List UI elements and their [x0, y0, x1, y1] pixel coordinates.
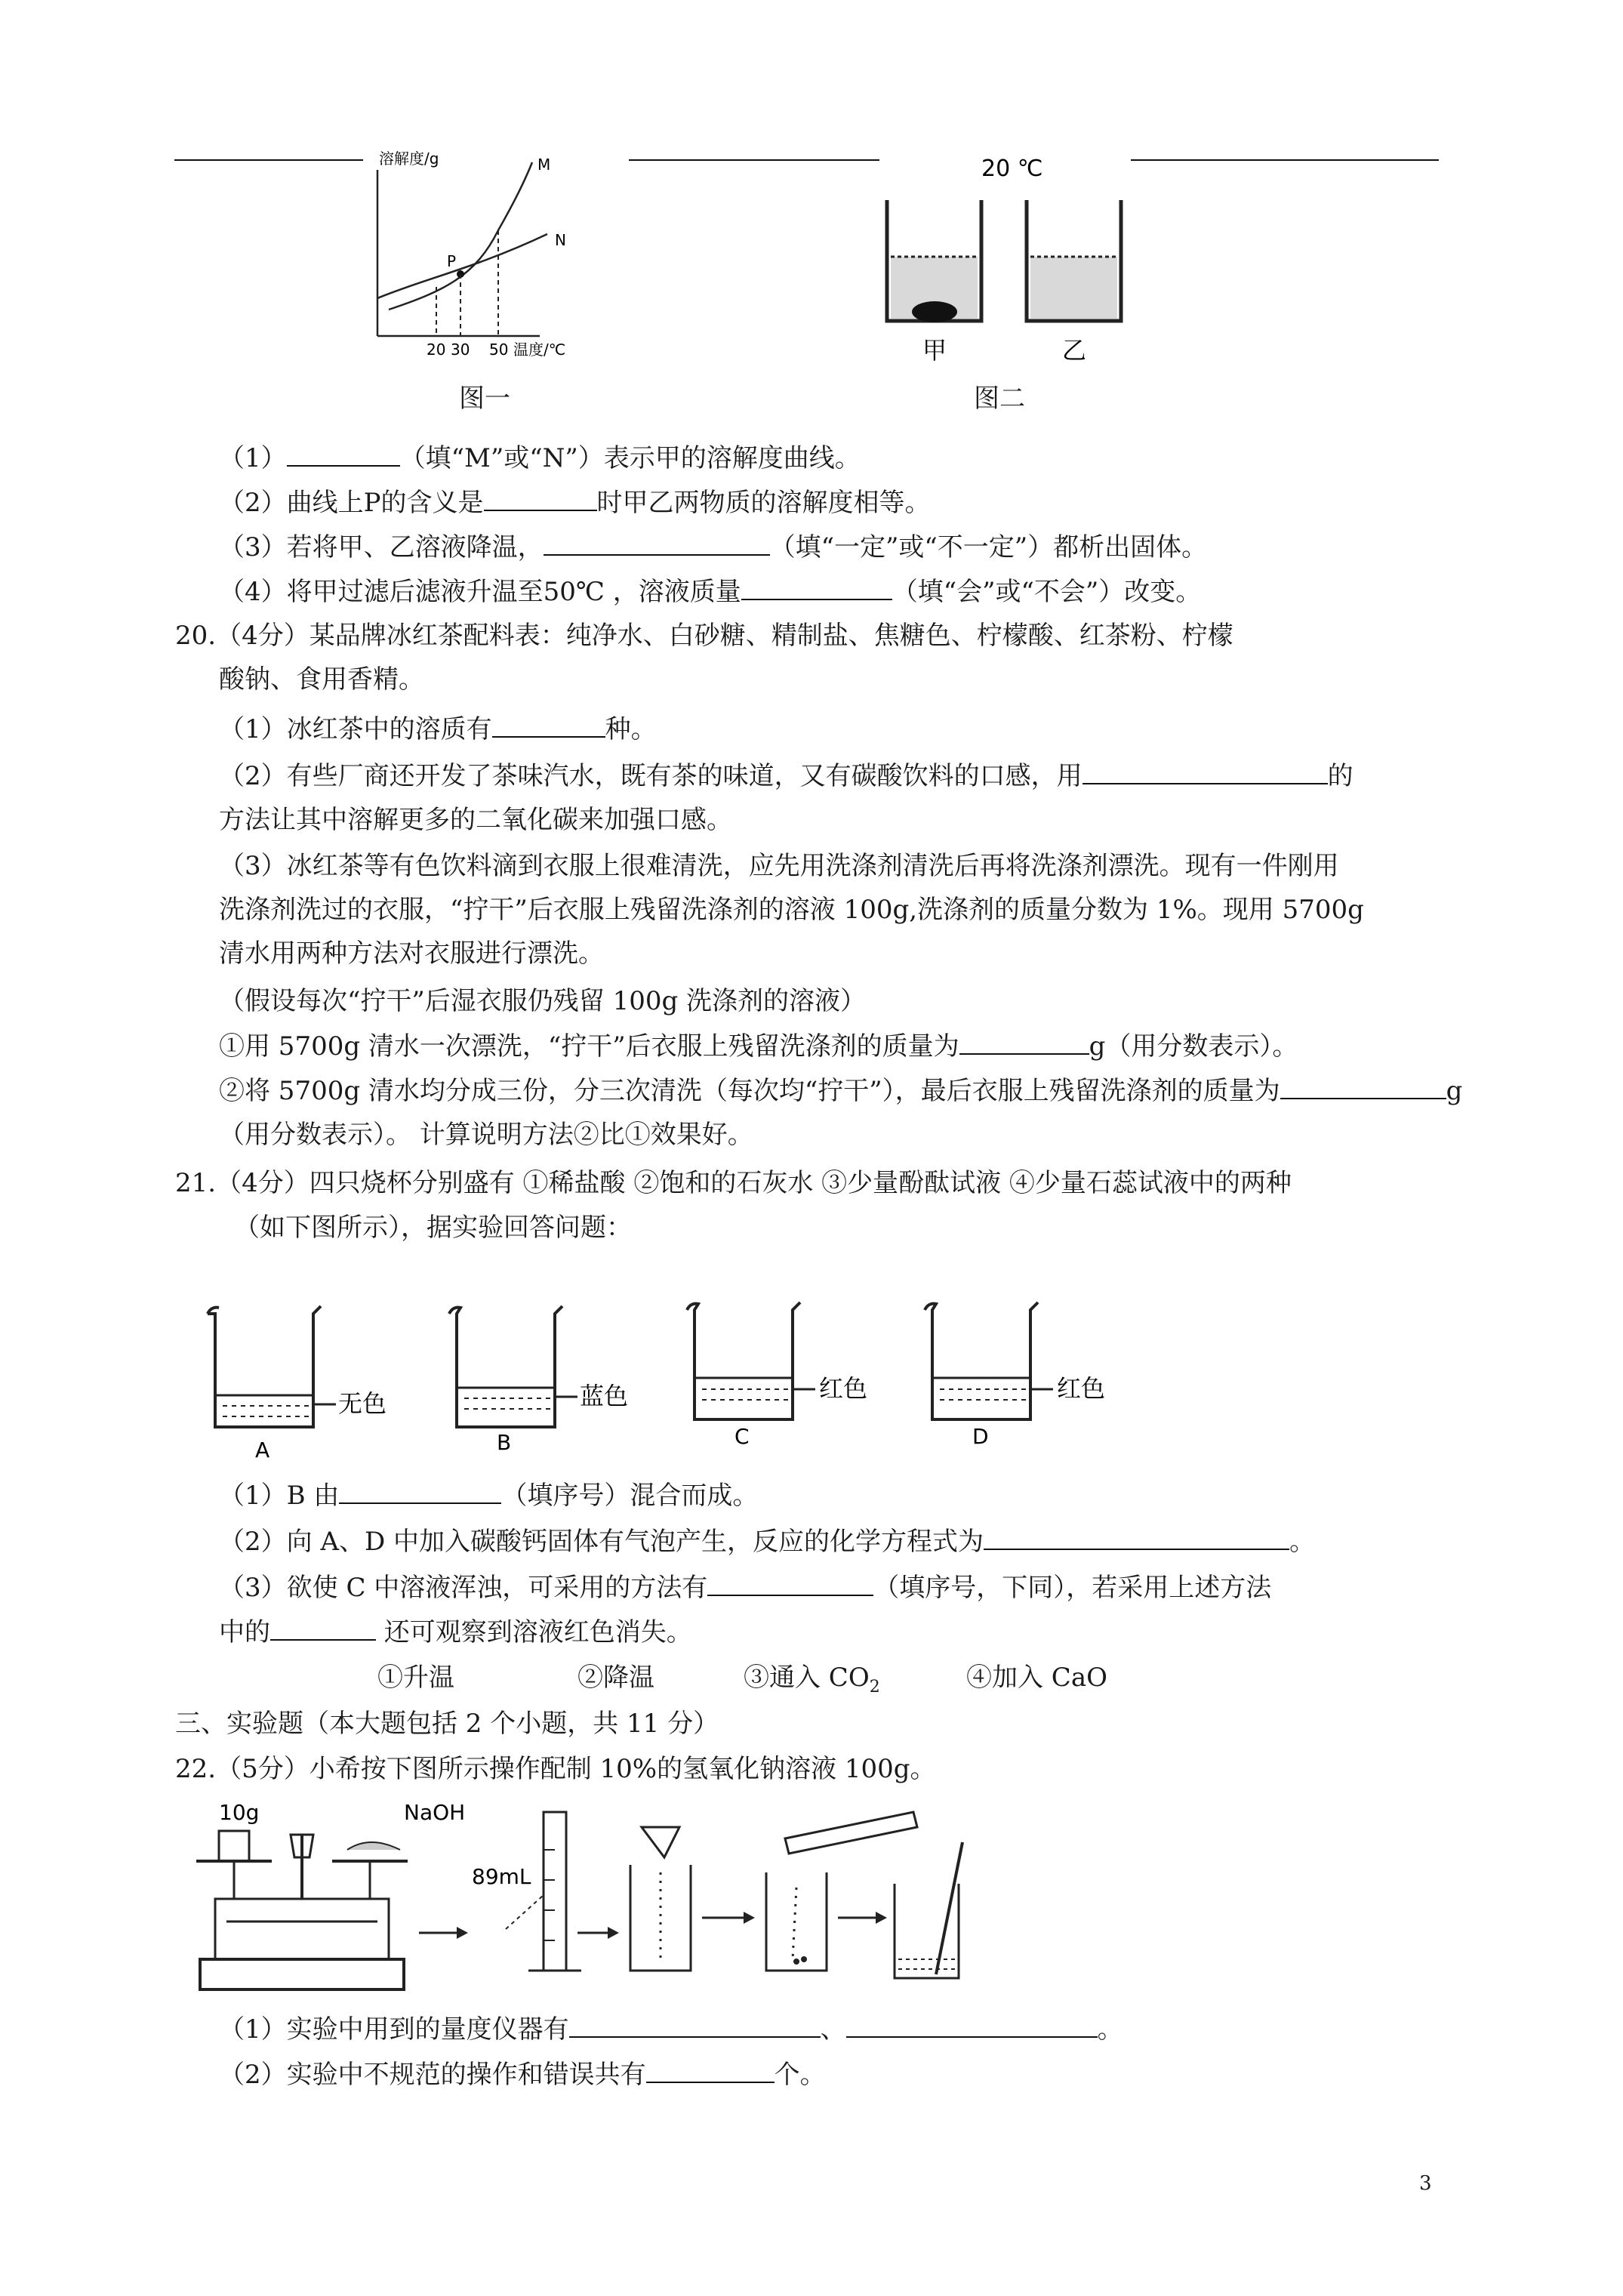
answer-blank[interactable]: [544, 532, 770, 556]
beaker-c-color: 红色: [819, 1374, 868, 1403]
q20-item-3-line-2: 洗涤剂洗过的衣服，“拧干”后衣服上残留洗涤剂的溶液 100g,洗涤剂的质量分数为 1%。现用 5700g: [219, 895, 1364, 925]
answer-blank[interactable]: [569, 2014, 821, 2038]
beaker-d-letter: D: [972, 1424, 989, 1449]
beaker-b: [449, 1306, 628, 1455]
answer-blank[interactable]: [646, 2059, 775, 2083]
lab-procedure-figure: [189, 1797, 1095, 2001]
tick-30: 30: [451, 341, 470, 359]
q19-item-1: （1） （填“M”或“N”）表示甲的溶解度曲线。: [219, 443, 861, 473]
beaker-a-letter: A: [255, 1438, 270, 1462]
solubility-chart: [362, 140, 589, 389]
figure-2-caption: 图二: [974, 384, 1025, 414]
section-3-heading: 三、实验题（本大题包括 2 个小题，共 11 分）: [175, 1709, 719, 1739]
answer-blank[interactable]: [492, 713, 605, 738]
q19-item-4: （4）将甲过滤后滤液升温至50℃ ，溶液质量 （填“会”或“不会”）改变。: [219, 577, 1202, 607]
q21-item-3: （3）欲使 C 中溶液浑浊，可采用的方法有 （填序号，下同），若采用上述方法: [219, 1573, 1272, 1603]
volume-label: 89mL: [472, 1864, 531, 1889]
beaker-pour-solid: [630, 1827, 691, 1971]
beaker-stir: [895, 1842, 962, 1978]
answer-blank[interactable]: [484, 487, 597, 511]
weight-label: 10g: [219, 1800, 260, 1825]
reagent-label: NaOH: [404, 1800, 466, 1825]
q21-item-1: （1）B 由 （填序号）混合而成。: [219, 1481, 759, 1511]
q19-item-2: （2）曲线上P的含义是 时甲乙两物质的溶解度相等。: [219, 488, 931, 518]
answer-line: [1131, 159, 1439, 161]
curve-m: [389, 162, 532, 310]
q21-option-4: ④加入 CaO: [966, 1663, 1107, 1693]
beaker-yi-label: 乙: [1062, 336, 1087, 365]
q19-item-3: （3）若将甲、乙溶液降温， （填“一定”或“不一定”）都析出固体。: [219, 532, 1208, 562]
beaker-yi: [1027, 200, 1121, 321]
answer-blank[interactable]: [1083, 760, 1328, 784]
x-axis-label: 温度/℃: [513, 341, 566, 359]
q22-stem: 22.（5分）小希按下图所示操作配制 10%的氢氧化钠溶液 100g。: [175, 1754, 936, 1784]
q21-option-2: ②降温: [577, 1663, 654, 1693]
q20-stem-line-1: 20.（4分）某品牌冰红茶配料表：纯净水、白砂糖、精制盐、焦糖色、柠檬酸、红茶粉、柠檬: [175, 621, 1233, 651]
beaker-jia-label: 甲: [922, 336, 947, 365]
q20-item-3-line-1: （3）冰红茶等有色饮料滴到衣服上很难清洗，应先用洗涤剂清洗后再将洗涤剂漂洗。现有一件刚用: [219, 851, 1339, 881]
q21-stem-line-1: 21.（4分）四只烧杯分别盛有 ①稀盐酸 ②饱和的石灰水 ③少量酚酞试液 ④少量石蕊试液中的两种: [175, 1168, 1292, 1198]
beaker-d: [925, 1302, 1105, 1449]
beakers-figure-2: [876, 147, 1147, 374]
beaker-d-color: 红色: [1057, 1374, 1106, 1403]
q20-method-2: ②将 5700g 清水均分成三份，分三次清洗（每次均“拧干”），最后衣服上残留洗涤剂的质量为 g: [219, 1076, 1463, 1106]
curve-m-label: M: [537, 156, 551, 174]
beaker-b-color: 蓝色: [580, 1382, 629, 1410]
answer-line: [174, 159, 363, 161]
q20-item-1: （1）冰红茶中的溶质有 种。: [219, 714, 657, 744]
beaker-jia: [887, 200, 981, 322]
answer-blank[interactable]: [741, 576, 892, 600]
beaker-a: [208, 1306, 387, 1462]
q21-item-2: （2）向 A、D 中加入碳酸钙固体有气泡产生，反应的化学方程式为 。: [219, 1527, 1316, 1557]
answer-blank[interactable]: [984, 1526, 1289, 1550]
answer-blank[interactable]: [846, 2014, 1098, 2038]
q20-item-2-cont: 方法让其中溶解更多的二氧化碳来加强口感。: [219, 805, 732, 835]
point-p-label: P: [447, 252, 457, 270]
q21-option-3: ③通入 $CO_2$: [744, 1663, 880, 1697]
q21-stem-line-2: （如下图所示），据实验回答问题：: [234, 1213, 632, 1243]
answer-blank[interactable]: [287, 442, 400, 467]
tick-20: 20: [427, 341, 446, 359]
temperature-label: 20 ℃: [981, 156, 1043, 182]
answer-blank[interactable]: [270, 1616, 376, 1641]
q20-item-3-line-3: 清水用两种方法对衣服进行漂洗。: [219, 938, 604, 969]
tick-50: 50: [489, 341, 509, 359]
beakers-figure-3: [189, 1284, 1132, 1465]
q20-method-note: （用分数表示）。 计算说明方法②比①效果好。: [219, 1120, 753, 1150]
answer-blank[interactable]: [1280, 1075, 1446, 1099]
y-axis-label: 溶解度/g: [379, 149, 439, 168]
answer-blank[interactable]: [959, 1031, 1089, 1055]
q20-stem-line-2: 酸钠、食用香精。: [219, 664, 424, 695]
q21-option-1: ①升温: [377, 1663, 454, 1693]
figure-1-caption: 图一: [459, 384, 510, 414]
q20-item-2: （2）有些厂商还开发了茶味汽水，既有茶的味道，又有碳酸饮料的口感，用 的: [219, 761, 1354, 791]
answer-blank[interactable]: [707, 1572, 873, 1596]
beaker-c: [687, 1302, 867, 1449]
answer-blank[interactable]: [339, 1480, 501, 1504]
balance: [196, 1831, 408, 1989]
page-number: 3: [1419, 2172, 1432, 2195]
beaker-c-letter: C: [735, 1424, 750, 1449]
q21-item-3-cont: 中的 还可观察到溶液红色消失。: [219, 1617, 692, 1647]
q20-method-1: ①用 5700g 清水一次漂洗，“拧干”后衣服上残留洗涤剂的质量为 g（用分数表示）。: [219, 1031, 1298, 1062]
answer-line: [629, 159, 879, 161]
q22-item-1: （1）实验中用到的量度仪器有 、 。: [219, 2014, 1123, 2045]
beaker-a-color: 无色: [338, 1389, 387, 1418]
beaker-b-letter: B: [497, 1430, 512, 1455]
curve-n: [377, 234, 547, 298]
curve-n-label: N: [555, 231, 566, 249]
graduated-cylinder: [506, 1812, 581, 1971]
q22-item-2: （2）实验中不规范的操作和错误共有 个。: [219, 2060, 826, 2090]
q20-assumption: （假设每次“拧干”后湿衣服仍残留 100g 洗涤剂的溶液）: [219, 986, 867, 1016]
